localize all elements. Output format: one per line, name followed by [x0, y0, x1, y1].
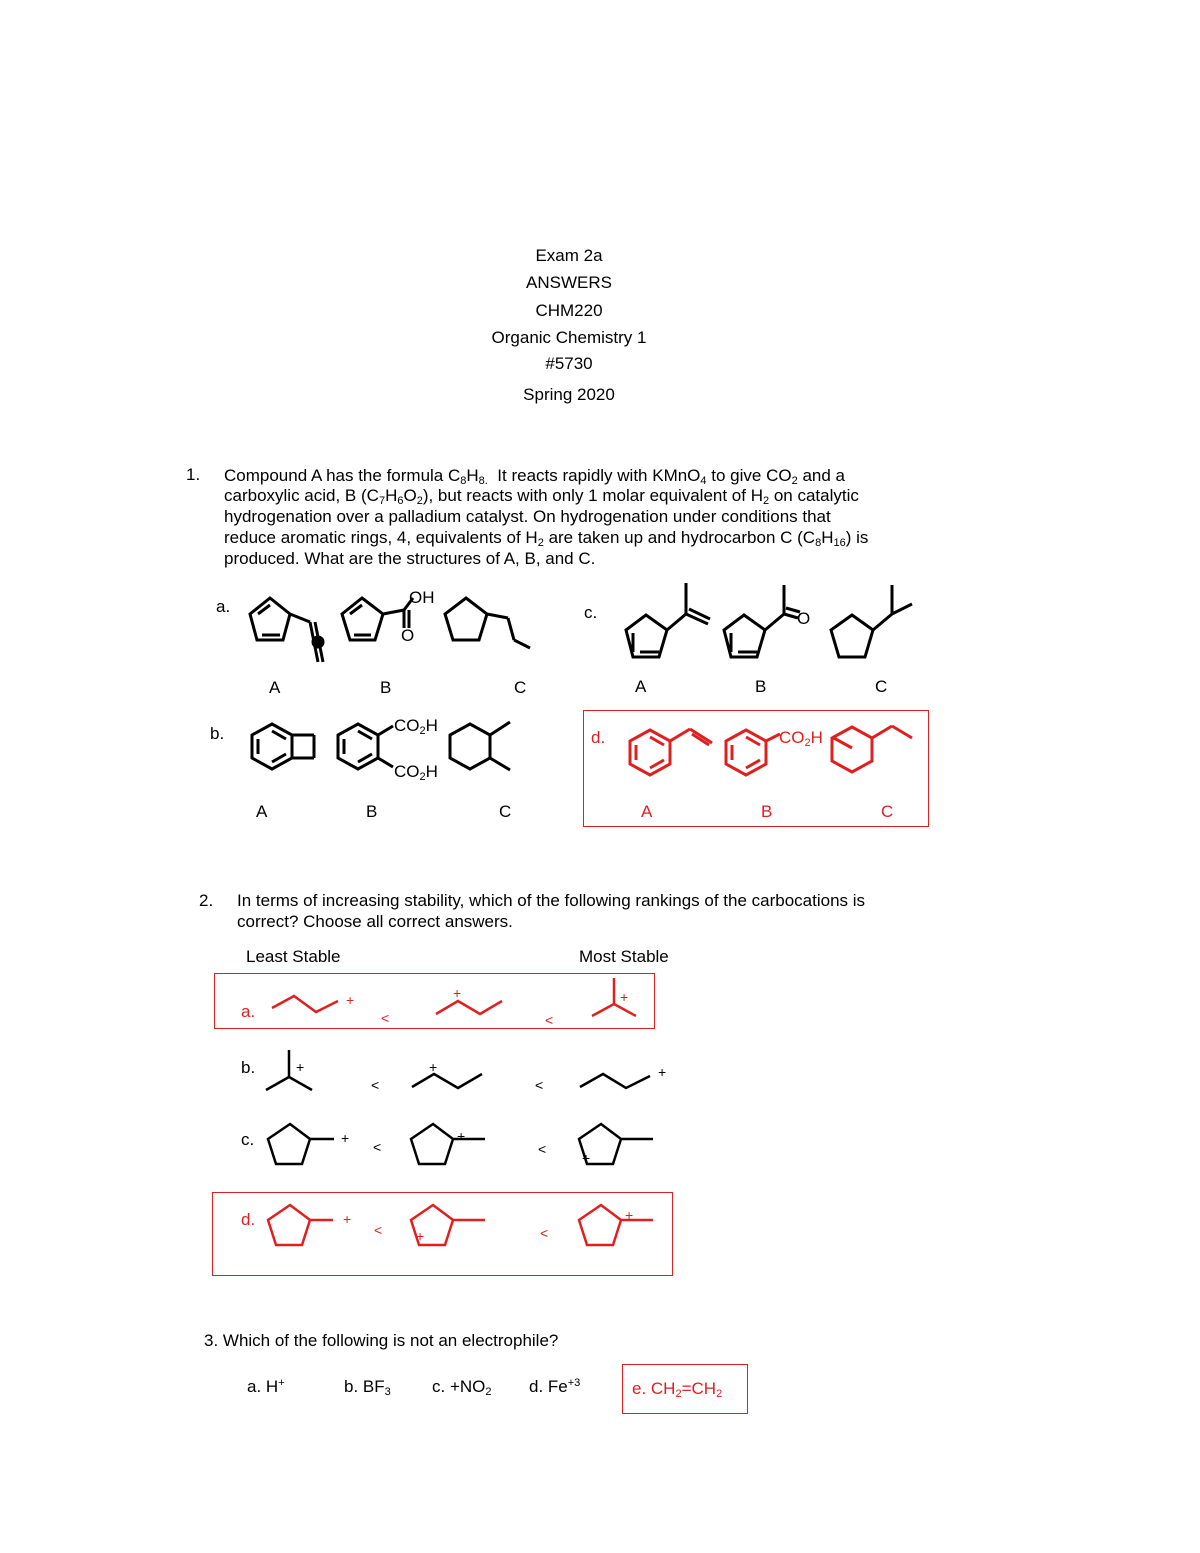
q2-a-plus-2: +	[453, 985, 462, 1001]
q2-line2: correct? Choose all correct answers.	[237, 912, 513, 931]
q2-option-c-label: c.	[241, 1130, 255, 1149]
answers-heading: ANSWERS	[526, 273, 612, 292]
q1-option-d-label: d.	[591, 728, 606, 747]
q2-b-lt-1: <	[371, 1077, 380, 1093]
q1-b-label-B: B	[366, 802, 378, 821]
q2-b-plus-2: +	[429, 1059, 438, 1075]
q1-d-compound-A	[630, 729, 712, 775]
q1-option-c-label: c.	[584, 603, 598, 622]
q3-question: 3. Which of the following is not an electrophile?	[204, 1331, 559, 1350]
q1-number: 1.	[186, 465, 201, 484]
q3-option-b: b. $BF_3$	[344, 1377, 391, 1398]
q1-b-co2h-top: $CO_2H$	[394, 716, 438, 737]
q1-b-compound-C	[450, 722, 510, 770]
q1-a-oh: OH	[409, 588, 435, 607]
term: Spring 2020	[523, 385, 615, 404]
q1-c-compound-C	[831, 585, 912, 657]
q2-line1: In terms of increasing stability, which of the following rankings of the carbocations is	[237, 891, 866, 910]
q1-d-label-C: C	[881, 802, 894, 821]
q2-b-plus-1: +	[296, 1059, 305, 1075]
q2-a-tertiary-cation	[592, 978, 636, 1016]
course-section: #5730	[545, 354, 593, 373]
q2-c-plus-1: +	[341, 1130, 350, 1146]
q2-d-plus-3: +	[625, 1207, 634, 1223]
q3-option-e: e. $CH_2=CH_2$	[632, 1379, 723, 1400]
q2-b-primary-cation	[580, 1074, 650, 1088]
q1-d-label-B: B	[761, 802, 773, 821]
q2-c-lt-1: <	[373, 1139, 382, 1155]
q3-option-a: a. H+	[247, 1377, 285, 1396]
q1-c-label-C: C	[875, 677, 888, 696]
q2-option-d-label: d.	[241, 1210, 256, 1229]
q1-a-compound-A	[250, 598, 323, 662]
q2-a-plus-3: +	[620, 989, 629, 1005]
q1-a-label-B: B	[380, 678, 392, 697]
most-stable-label: Most Stable	[579, 947, 669, 966]
q1-b-compound-B	[338, 724, 393, 769]
q1-c-compound-A	[626, 583, 710, 657]
q1-d-label-A: A	[641, 802, 653, 821]
course-code: CHM220	[535, 301, 603, 320]
q1-line2: carboxylic acid, B $(C_7H_6O_2)$, but reacts with only 1 molar equivalent of $H_2$ on catalytic	[224, 486, 859, 507]
q2-a-plus-1: +	[346, 992, 355, 1008]
q2-number: 2.	[199, 891, 214, 910]
q1-a-label-C: C	[514, 678, 527, 697]
q2-d-plus-2: +	[416, 1228, 425, 1244]
q1-c-label-B: B	[755, 677, 767, 696]
q1-c-carbonyl-o: O	[797, 609, 811, 628]
exam-title: Exam 2a	[535, 246, 603, 265]
q1-option-b-label: b.	[210, 724, 225, 743]
q2-option-b-label: b.	[241, 1058, 256, 1077]
q2-c-primary-cation	[268, 1124, 334, 1164]
q1-line4: reduce aromatic rings, 4, equivalents of $H_2$ are taken up and hydrocarbon C $(C_8H_{16})$ is	[224, 528, 869, 549]
q1-b-label-C: C	[499, 802, 512, 821]
q2-a-lt-2: <	[545, 1012, 554, 1028]
q1-a-compound-B	[342, 598, 413, 640]
q2-b-tertiary-cation	[266, 1050, 312, 1090]
q1-a-carbonyl-o: O	[401, 626, 415, 645]
q2-option-a-label: a.	[241, 1002, 256, 1021]
q1-option-a-label: a.	[216, 597, 231, 616]
q2-a-secondary-cation	[436, 1001, 502, 1014]
q2-d-primary-cation	[268, 1205, 333, 1245]
q1-d-compound-B	[726, 730, 780, 775]
q2-c-tertiary-cation	[411, 1124, 485, 1164]
q1-d-compound-C	[832, 726, 912, 772]
q1-line1: Compound A has the formula $C_8H_{8.}$ It reacts rapidly with KMnO$_4$ to give $CO_2$ and a	[224, 466, 845, 487]
q2-d-tertiary-cation	[579, 1205, 653, 1245]
q2-a-primary-cation	[272, 996, 338, 1012]
q1-a-compound-C	[445, 598, 530, 648]
q1-d-co2h: $CO_2H$	[779, 728, 823, 749]
q2-d-plus-1: +	[343, 1211, 352, 1227]
q1-line5: produced. What are the structures of A, B, and C.	[224, 549, 596, 568]
q2-c-plus-3: +	[582, 1150, 591, 1166]
q2-c-plus-2: +	[457, 1128, 466, 1144]
course-subject: Organic Chemistry 1	[491, 328, 647, 347]
q2-a-lt-1: <	[381, 1010, 390, 1026]
q1-b-label-A: A	[256, 802, 268, 821]
q1-b-co2h-bottom: $CO_2H$	[394, 762, 438, 783]
q2-d-lt-1: <	[374, 1222, 383, 1238]
q3-option-d: d. $Fe^{+3}$	[529, 1377, 581, 1396]
q1-line3: hydrogenation over a palladium catalyst. On hydrogenation under conditions that	[224, 507, 831, 526]
q3-option-c: c. $+NO_2$	[432, 1377, 492, 1398]
q2-b-plus-3: +	[658, 1064, 667, 1080]
q1-c-compound-B	[724, 585, 800, 657]
q2-b-secondary-cation	[412, 1074, 482, 1088]
q1-c-label-A: A	[635, 677, 647, 696]
q2-c-lt-2: <	[538, 1141, 547, 1157]
q1-a-label-A: A	[269, 678, 281, 697]
q1-b-compound-A	[252, 724, 314, 769]
least-stable-label: Least Stable	[246, 947, 341, 966]
q2-b-lt-2: <	[535, 1077, 544, 1093]
q2-d-lt-2: <	[540, 1225, 549, 1241]
